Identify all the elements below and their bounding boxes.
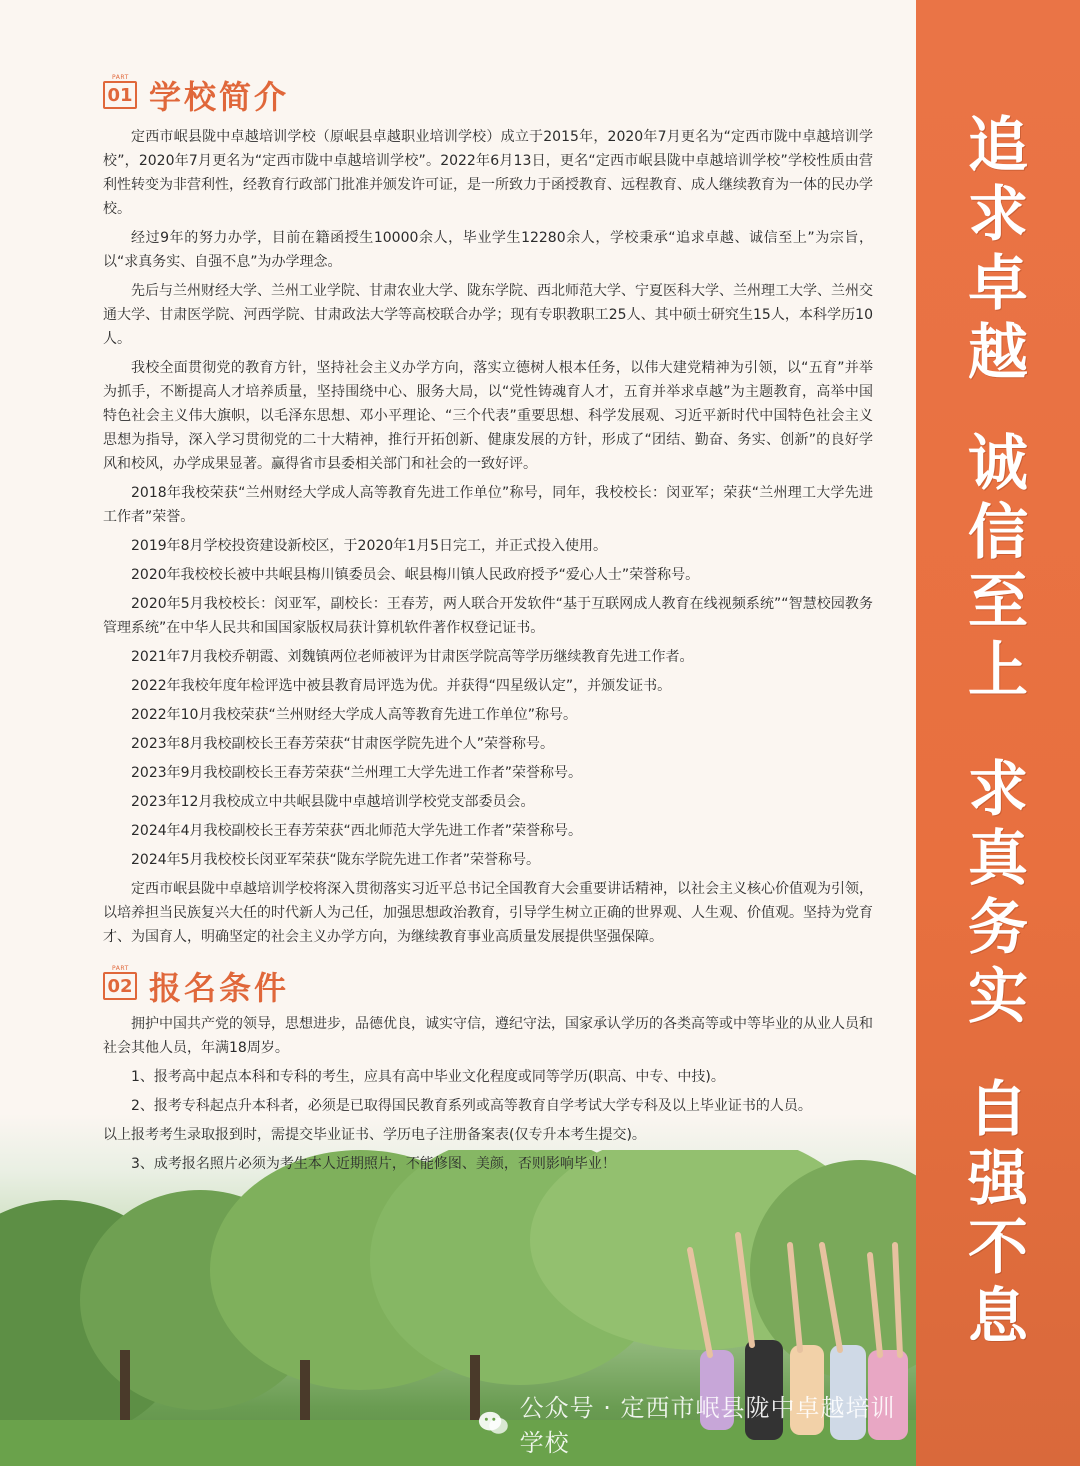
paragraph: 2023年9月我校副校长王春芳荣获“兰州理工大学先进工作者”荣誉称号。	[131, 765, 583, 781]
paragraph: 2022年10月我校荣获“兰州财经大学成人高等教育先进工作单位”称号。	[131, 707, 577, 723]
slogan-char: 卓	[968, 249, 1028, 319]
part-tag: PART	[112, 74, 129, 81]
paragraph: 2019年8月学校投资建设新校区，于2020年1月5日完工，并正式投入使用。	[131, 538, 607, 554]
section-02-header	[103, 966, 289, 1006]
slogan-char: 诚	[968, 429, 1028, 499]
paragraph: 2023年12月我校成立中共岷县陇中卓越培训学校党支部委员会。	[131, 794, 535, 810]
slogan-sidebar	[916, 0, 1080, 1466]
slogan-char: 真	[968, 824, 1028, 894]
wechat-icon	[478, 1409, 510, 1437]
paragraph: 1、报考高中起点本科和专科的考生，应具有高中毕业文化程度或同等学历(职高、中专、中技)。	[131, 1069, 725, 1085]
enrollment-conditions-text	[103, 1012, 873, 1181]
slogan-3	[916, 756, 1080, 1032]
slogan-char: 强	[968, 1144, 1028, 1214]
slogan-char: 求	[968, 755, 1028, 825]
slogan-1	[916, 112, 1080, 388]
paragraph: 2、报考专科起点升本科者，必须是已取得国民教育系列或高等教育自学考试大学专科及以上毕业证书的人员。	[131, 1098, 812, 1114]
slogan-char: 实	[968, 962, 1028, 1032]
slogan-4	[916, 1076, 1080, 1352]
school-intro-text	[103, 125, 873, 954]
slogan-char: 至	[968, 567, 1028, 637]
slogan-char: 求	[968, 180, 1028, 250]
slogan-2	[916, 430, 1080, 706]
slogan-char: 追	[968, 111, 1028, 181]
section-number: 01	[107, 84, 133, 106]
paragraph: 2022年我校年度年检评选中被县教育局评选为优。并获得“四星级认定”，并颁发证书。	[131, 678, 672, 694]
slogan-char: 务	[968, 893, 1028, 963]
section-title: 学校简介	[149, 78, 290, 116]
paragraph: 2024年4月我校副校长王春芳荣获“西北师范大学先进工作者”荣誉称号。	[131, 823, 583, 839]
watermark-text: 公众号 · 定西市岷县陇中卓越培训学校	[519, 1394, 896, 1457]
paragraph: 2018年我校荣获“兰州财经大学成人高等教育先进工作单位”称号，同年，我校校长：闵亚军；荣获“兰州理工大学先进工作者”荣誉。	[103, 485, 873, 525]
paragraph-note: 以上报考考生录取报到时，需提交毕业证书、学历电子注册备案表(仅专升本考生提交)。	[103, 1127, 646, 1143]
paragraph: 2023年8月我校副校长王春芳荣获“甘肃医学院先进个人”荣誉称号。	[131, 736, 555, 752]
paragraph: 2024年5月我校校长闵亚军荣获“陇东学院先进工作者”荣誉称号。	[131, 852, 541, 868]
paragraph: 2021年7月我校乔朝霞、刘魏镇两位老师被评为甘肃医学院高等学历继续教育先进工作者。	[131, 649, 694, 665]
slogan-char: 上	[968, 636, 1028, 706]
section-number-badge	[103, 74, 137, 109]
paragraph: 2020年5月我校校长：闵亚军，副校长：王春芳，两人联合开发软件“基于互联网成人教育在线视频系统”“智慧校园教务管理系统”在中华人民共和国国家版权局获计算机软件著作权登记证书。	[103, 596, 873, 636]
slogan-char: 息	[968, 1282, 1028, 1352]
paragraph: 2020年我校校长被中共岷县梅川镇委员会、岷县梅川镇人民政府授予“爱心人士”荣誉称号。	[131, 567, 700, 583]
paragraph: 拥护中国共产党的领导，思想进步，品德优良，诚实守信，遵纪守法，国家承认学历的各类高等或中等毕业的从业人员和社会其他人员，年满18周岁。	[103, 1016, 873, 1056]
paragraph: 定西市岷县陇中卓越培训学校将深入贯彻落实习近平总书记全国教育大会重要讲话精神，以社会主义核心价值观为引领，以培养担当民族复兴大任的时代新人为己任，加强思想政治教育，引导学生树立正确的世界观、人生观、价值观。坚持为党育才、为国育人，明确坚定的社会主义办学方向，为继续教育事业高质量发展提供坚强保障。	[103, 881, 873, 945]
section-number: 02	[107, 975, 133, 997]
paragraph: 3、成考报名照片必须为考生本人近期照片，不能修图、美颜，否则影响毕业！	[131, 1156, 616, 1172]
part-tag: PART	[112, 965, 129, 972]
paragraph: 经过9年的努力办学，目前在籍函授生10000余人，毕业学生12280余人，学校秉承“追求卓越、诚信至上”为宗旨，以“求真务实、自强不息”为办学理念。	[103, 230, 873, 270]
section-number-badge	[103, 965, 137, 1000]
section-01-header	[103, 75, 289, 115]
slogan-char: 信	[968, 498, 1028, 568]
slogan-char: 不	[968, 1213, 1028, 1283]
slogan-char: 越	[968, 318, 1028, 388]
section-title: 报名条件	[149, 969, 290, 1007]
paragraph: 先后与兰州财经大学、兰州工业学院、甘肃农业大学、陇东学院、西北师范大学、宁夏医科大学、兰州理工大学、兰州交通大学、甘肃医学院、河西学院、甘肃政法大学等高校联合办学；现有专职教职工25人、其中硕士研究生15人，本科学历10人。	[103, 283, 873, 347]
wechat-watermark	[478, 1394, 916, 1457]
paragraph: 定西市岷县陇中卓越培训学校（原岷县卓越职业培训学校）成立于2015年，2020年7月更名为“定西市陇中卓越培训学校”，2020年7月更名为“定西市陇中卓越培训学校”。2022年6月13日，更名“定西市岷县陇中卓越培训学校”学校性质由营利性转变为非营利性，经教育行政部门批准并颁发许可证，是一所致力于函授教育、远程教育、成人继续教育为一体的民办学校。	[103, 129, 873, 217]
paragraph: 我校全面贯彻党的教育方针，坚持社会主义办学方向，落实立德树人根本任务，以伟大建党精神为引领，以“五育”并举为抓手，不断提高人才培养质量，坚持围绕中心、服务大局，以“党性铸魂育人才，五育并举求卓越”为主题教育，高举中国特色社会主义伟大旗帜，以毛泽东思想、邓小平理论、“三个代表”重要思想、科学发展观、习近平新时代中国特色社会主义思想为指导，深入学习贯彻党的二十大精神，推行开拓创新、健康发展的方针，形成了“团结、勤奋、务实、创新”的良好学风和校风，办学成果显著。赢得省市县委相关部门和社会的一致好评。	[103, 360, 873, 472]
slogan-char: 自	[968, 1075, 1028, 1145]
